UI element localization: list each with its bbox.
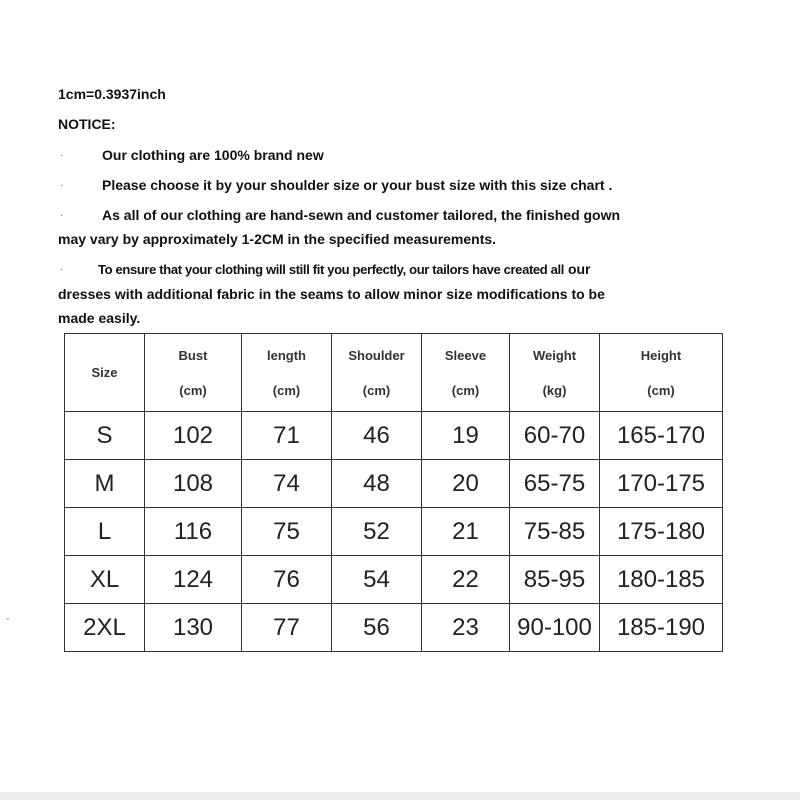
table-cell: 56 bbox=[332, 604, 422, 652]
header-label: Bust bbox=[178, 347, 208, 363]
table-cell: 20 bbox=[422, 460, 510, 508]
header-label: Size bbox=[91, 365, 118, 380]
bullet-3: · bbox=[60, 210, 64, 221]
header-length bbox=[242, 334, 332, 412]
table-cell: 77 bbox=[242, 604, 332, 652]
header-label: Shoulder bbox=[348, 347, 405, 363]
table-cell: 85-95 bbox=[510, 556, 600, 604]
table-header-row bbox=[65, 334, 723, 412]
note-2: Please choose it by your shoulder size or your bust size with this size chart . bbox=[102, 177, 613, 193]
table-row bbox=[65, 412, 723, 460]
table-cell: 52 bbox=[332, 508, 422, 556]
left-tick-mark-icon: ⌄ bbox=[4, 612, 12, 622]
header-label: Weight bbox=[532, 347, 577, 363]
unit-conversion: 1cm=0.3937inch bbox=[58, 86, 166, 102]
header-shoulder bbox=[332, 334, 422, 412]
header-unit: (cm) bbox=[647, 382, 675, 398]
header-sleeve bbox=[422, 334, 510, 412]
header-unit: (kg) bbox=[542, 382, 567, 398]
header-unit: (cm) bbox=[362, 382, 391, 398]
table-row bbox=[65, 460, 723, 508]
table-cell: 102 bbox=[145, 412, 242, 460]
note-1: Our clothing are 100% brand new bbox=[102, 147, 324, 163]
note-3-line-1: As all of our clothing are hand-sewn and customer tailored, the finished gown bbox=[102, 207, 621, 223]
header-height bbox=[600, 334, 723, 412]
table-cell: 21 bbox=[422, 508, 510, 556]
table-cell: 65-75 bbox=[510, 460, 600, 508]
note-4-line-2: dresses with additional fabric in the seams to allow minor size modifications to be bbox=[58, 286, 605, 302]
header-unit: (cm) bbox=[179, 382, 207, 398]
notice-heading: NOTICE: bbox=[58, 116, 116, 132]
table-cell: 23 bbox=[422, 604, 510, 652]
table-cell: 185-190 bbox=[600, 604, 723, 652]
bullet-1: · bbox=[60, 150, 64, 161]
note-4-line-3: made easily. bbox=[58, 310, 141, 326]
table-cell: 54 bbox=[332, 556, 422, 604]
table-cell: 130 bbox=[145, 604, 242, 652]
table-cell: 170-175 bbox=[600, 460, 723, 508]
table-cell: 75 bbox=[242, 508, 332, 556]
table-cell: 108 bbox=[145, 460, 242, 508]
table-cell: 48 bbox=[332, 460, 422, 508]
table-cell: 116 bbox=[145, 508, 242, 556]
table-cell: XL bbox=[65, 556, 145, 604]
size-chart-table bbox=[64, 333, 723, 652]
bottom-edge-bar bbox=[0, 792, 800, 800]
header-unit: (cm) bbox=[272, 382, 301, 398]
bullet-2: · bbox=[60, 180, 64, 191]
table-cell: 19 bbox=[422, 412, 510, 460]
table-cell: 2XL bbox=[65, 604, 145, 652]
header-weight bbox=[510, 334, 600, 412]
header-unit: (cm) bbox=[451, 382, 480, 398]
table-cell: 74 bbox=[242, 460, 332, 508]
table-cell: M bbox=[65, 460, 145, 508]
table-row bbox=[65, 508, 723, 556]
table-cell: 175-180 bbox=[600, 508, 723, 556]
header-label: Height bbox=[640, 347, 682, 363]
note-4-line-1-main: To ensure that your clothing will still fit you perfectly, our tailors have created all bbox=[98, 262, 565, 277]
table-cell: 46 bbox=[332, 412, 422, 460]
note-4-line-1-tail: our bbox=[564, 261, 591, 277]
note-3-line-2: may vary by approximately 1-2CM in the specified measurements. bbox=[58, 231, 497, 247]
table-cell: 165-170 bbox=[600, 412, 723, 460]
table-cell: 76 bbox=[242, 556, 332, 604]
table-cell: 75-85 bbox=[510, 508, 600, 556]
table-cell: 60-70 bbox=[510, 412, 600, 460]
table-cell: 124 bbox=[145, 556, 242, 604]
note-4-line-1 bbox=[98, 261, 591, 279]
table-cell: 90-100 bbox=[510, 604, 600, 652]
header-label: Sleeve bbox=[444, 347, 487, 363]
table-cell: 22 bbox=[422, 556, 510, 604]
table-cell: 71 bbox=[242, 412, 332, 460]
header-label: length bbox=[267, 347, 306, 363]
header-bust bbox=[145, 334, 242, 412]
table-cell: 180-185 bbox=[600, 556, 723, 604]
table-cell: S bbox=[65, 412, 145, 460]
table-row bbox=[65, 556, 723, 604]
table-cell: L bbox=[65, 508, 145, 556]
header-size bbox=[65, 334, 145, 412]
table-row bbox=[65, 604, 723, 652]
bullet-4: · bbox=[60, 264, 64, 275]
